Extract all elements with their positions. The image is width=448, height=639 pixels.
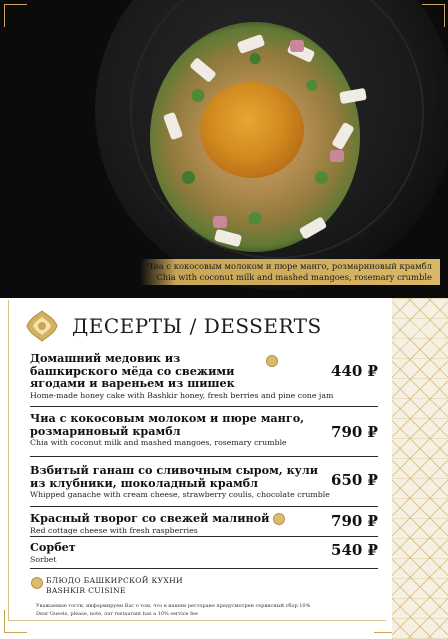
legend-label-ru: БЛЮДО БАШКИРСКОЙ КУХНИ: [46, 576, 183, 585]
berry-chip: [213, 216, 227, 228]
ornament-logo-icon: [24, 308, 60, 344]
frame-line-left: [8, 300, 9, 620]
dessert-photo: [0, 0, 448, 298]
dish-name-ru: Красный творог со свежей малиной: [30, 511, 270, 525]
dish-name-ru: Сорбет: [30, 540, 76, 554]
frame-line-bottom: [8, 620, 386, 621]
dish-price: 790 ₽: [331, 512, 378, 530]
berry-chip: [330, 150, 344, 162]
menu-item: [30, 412, 378, 447]
dish-name-en: Chia with coconut milk and mashed mangoes, rosemary crumble: [30, 438, 287, 447]
item-divider: [30, 456, 378, 457]
dish-name-ru: Взбитый ганаш со сливочным сыром, кули из клубники, шоколадный крамбл: [30, 463, 319, 490]
dish-name-ru: Чиа с кокосовым молоком и пюре манго, розмариновый крамбл: [30, 411, 305, 438]
item-divider: [30, 406, 378, 407]
service-fee-note-ru: Уважаемые гости, информируем Вас о том, что в нашем ресторане предусмотрен сервисный сбор 10%: [36, 603, 311, 609]
dish-price: 440 ₽: [331, 362, 378, 380]
berry-chip: [290, 40, 304, 52]
page-title: ДЕСЕРТЫ / DESSERTS: [72, 314, 322, 338]
ornament-pattern: [392, 298, 448, 639]
photo-caption: [140, 259, 440, 285]
dish-name-en: Sorbet: [30, 554, 57, 564]
photo-caption-ru: Чиа с кокосовым молоком и пюре манго, розмариновый крамбл: [146, 261, 432, 271]
dish-name-en: Home-made honey cake with Bashkir honey, fresh berries and pine cone jam: [30, 390, 334, 400]
dish-name-ru: Домашний медовик из башкирского мёда со свежими ягодами и вареньем из шишек: [30, 351, 235, 390]
bashkir-badge-icon: [266, 355, 278, 367]
item-divider: [30, 536, 378, 537]
menu-item: [30, 352, 378, 400]
item-divider: [30, 568, 378, 569]
item-divider: [30, 506, 378, 507]
dish-price: 790 ₽: [331, 423, 378, 441]
dish-price: 650 ₽: [331, 471, 378, 489]
frame-corner: [4, 610, 27, 633]
legend-label-en: BASHKIR CUISINE: [46, 586, 126, 595]
menu-item: [30, 464, 378, 499]
dish-name-en: Red cottage cheese with fresh raspberries: [30, 526, 198, 535]
dish-name-en: Whipped ganache with cream cheese, strawberry coulis, chocolate crumble: [30, 490, 330, 499]
frame-corner: [4, 4, 27, 27]
photo-caption-en: Chia with coconut milk and mashed mangoes, rosemary crumble: [156, 272, 432, 282]
dish-price: 540 ₽: [331, 541, 378, 559]
menu-item: [30, 541, 378, 564]
frame-corner: [422, 4, 445, 27]
bashkir-badge-icon: [273, 513, 285, 525]
mango-puree: [200, 82, 304, 178]
bashkir-badge-icon: [31, 577, 43, 589]
menu-item: [30, 512, 378, 535]
service-fee-note-en: Dear Guests, please, note, our restaurant has a 10% service fee: [36, 611, 198, 617]
